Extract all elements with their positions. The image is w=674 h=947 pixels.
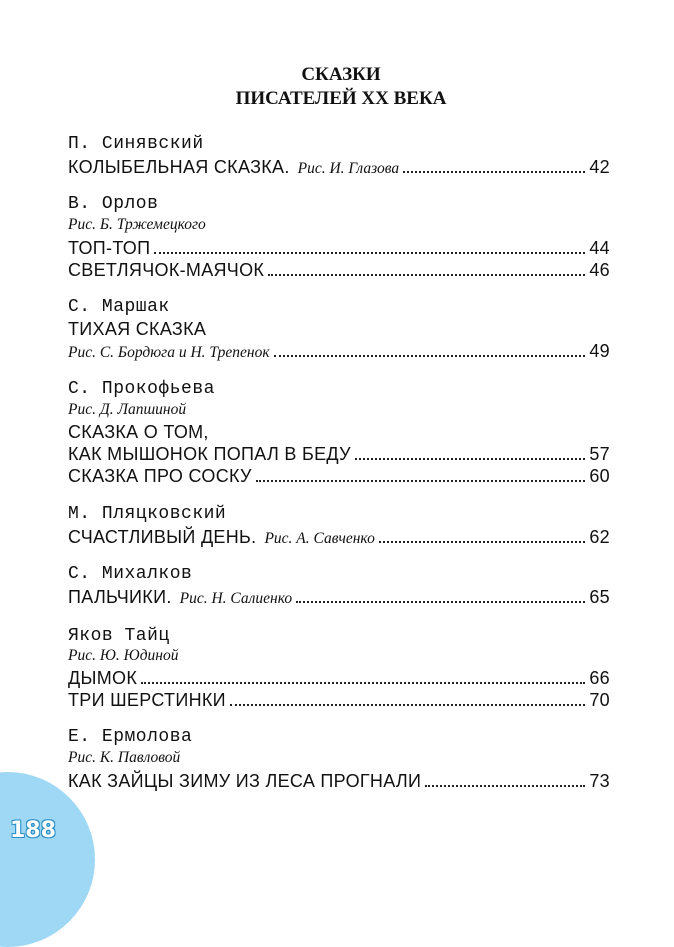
dot-leader <box>141 682 585 684</box>
toc-entry[interactable] <box>68 585 610 609</box>
toc-entry[interactable] <box>68 464 610 488</box>
entry-page: 62 <box>589 527 610 547</box>
dot-leader <box>403 171 585 173</box>
toc-entry[interactable] <box>68 769 610 793</box>
entry-page: 42 <box>589 157 610 177</box>
author-name: Яков Тайц <box>68 626 170 646</box>
dot-leader <box>256 480 586 482</box>
contents-heading-line-2: ПИСАТЕЛЕЙ XX ВЕКА <box>235 88 447 109</box>
entry-title: КАК ЗАЙЦЫ ЗИМУ ИЗ ЛЕСА ПРОГНАЛИ <box>68 771 422 791</box>
entry-page: 65 <box>589 587 610 607</box>
toc-entry-title-line[interactable] <box>68 420 610 444</box>
toc-entry[interactable] <box>68 258 610 282</box>
entry-title: СВЕТЛЯЧОК-МАЯЧОК <box>68 260 265 280</box>
toc-entry[interactable] <box>68 666 610 690</box>
section-illustrator: Рис. К. Павловой <box>68 749 181 766</box>
toc-entry[interactable] <box>68 688 610 712</box>
entry-page: 73 <box>589 771 610 791</box>
toc-entry[interactable] <box>68 525 610 549</box>
dot-leader <box>425 785 585 787</box>
section-illustrator: Рис. Б. Тржемецкого <box>68 216 206 233</box>
entry-title: ТОП-ТОП <box>68 238 151 258</box>
author-name: В. Орлов <box>68 194 159 214</box>
toc-entry[interactable] <box>68 339 610 363</box>
dot-leader <box>154 252 585 254</box>
entry-title: СКАЗКА ПРО СОСКУ <box>68 466 252 486</box>
dot-leader <box>355 458 586 460</box>
toc-entry-title-line[interactable] <box>68 317 610 341</box>
entry-page: 46 <box>589 260 610 280</box>
dot-leader <box>230 704 585 706</box>
entry-title: ДЫМОК <box>68 668 138 688</box>
entry-title: ПАЛЬЧИКИ. <box>68 587 172 607</box>
entry-illustrator: Рис. Н. Салиенко <box>179 590 293 607</box>
page-corner-decoration <box>0 772 95 947</box>
entry-page: 49 <box>589 341 610 361</box>
section-illustrator: Рис. Д. Лапшиной <box>68 401 187 418</box>
entry-page: 70 <box>589 690 610 710</box>
entry-title: ТРИ ШЕРСТИНКИ <box>68 690 226 710</box>
toc-entry[interactable] <box>68 442 610 466</box>
entry-page: 66 <box>589 668 610 688</box>
entry-illustrator: Рис. И. Глазова <box>297 160 400 177</box>
author-name: С. Прокофьева <box>68 379 215 399</box>
dot-leader <box>268 274 585 276</box>
entry-title: КОЛЫБЕЛЬНАЯ СКАЗКА. <box>68 157 290 177</box>
toc-entry[interactable] <box>68 236 610 260</box>
entry-page: 44 <box>589 238 610 258</box>
section-illustrator: Рис. Ю. Юдиной <box>68 647 179 664</box>
entry-illustrator: Рис. А. Савченко <box>264 530 375 547</box>
dot-leader <box>274 355 586 357</box>
author-name: П. Синявский <box>68 134 204 154</box>
author-name: С. Маршак <box>68 297 170 317</box>
toc-entry[interactable] <box>68 155 610 179</box>
dot-leader <box>379 541 586 543</box>
contents-heading-line-1: СКАЗКИ <box>301 64 381 85</box>
entry-page: 57 <box>589 444 610 464</box>
entry-page: 60 <box>589 466 610 486</box>
entry-title: ТИХАЯ СКАЗКА <box>68 319 207 339</box>
entry-title: КАК МЫШОНОК ПОПАЛ В БЕДУ <box>68 444 351 464</box>
page-number: 188 <box>10 818 56 843</box>
author-name: С. Михалков <box>68 564 193 584</box>
entry-title: СЧАСТЛИВЫЙ ДЕНЬ. <box>68 527 257 547</box>
entry-title: СКАЗКА О ТОМ, <box>68 422 209 442</box>
author-name: М. Пляцковский <box>68 504 227 524</box>
entry-illustrator: Рис. С. Бордюга и Н. Трепенок <box>68 344 270 361</box>
dot-leader <box>296 601 585 603</box>
author-name: Е. Ермолова <box>68 727 193 747</box>
